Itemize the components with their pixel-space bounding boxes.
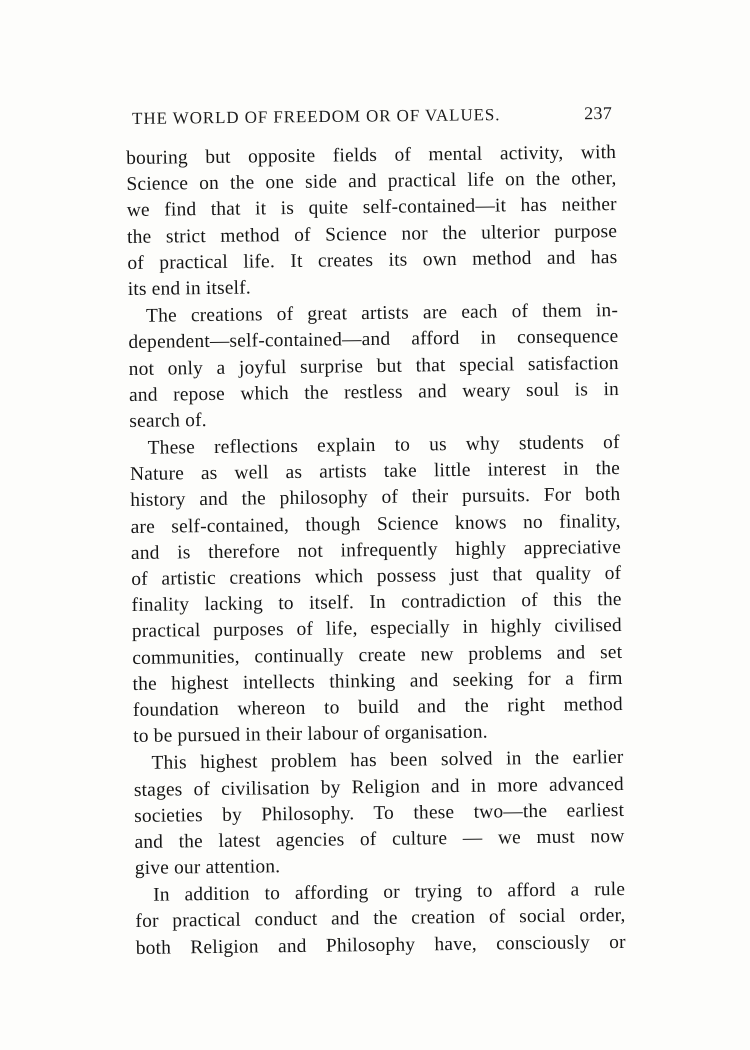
body-text (126, 140, 626, 962)
text-line: This highest problem has been solved in the earlier (151, 747, 624, 775)
text-line: and the latest agencies of culture — we must now (134, 825, 625, 853)
text-line: search of. (129, 409, 207, 432)
text-line: In addition to affording or trying to afford a rule (153, 879, 626, 906)
text-line: of practical life. It creates its own method and has (127, 246, 618, 274)
paragraph (135, 877, 626, 962)
text-line: of artistic creations which possess just that quality of (131, 562, 622, 590)
text-line: foundation whereon to build and the right method (132, 693, 623, 721)
text-line: the strict method of Science nor the ulterior purpose (126, 220, 618, 248)
text-line: communities, continually create new problems and set (132, 641, 623, 669)
text-line: are self-contained, though Science knows no finality, (130, 510, 621, 538)
text-line: bouring but opposite fields of mental activity, with (126, 142, 617, 169)
text-line: to be pursued in their labour of organisation. (133, 721, 488, 748)
paragraph (130, 430, 624, 750)
paragraph (133, 745, 625, 882)
page-number: 237 (584, 102, 613, 124)
text-line: and repose which the restless and weary soul is in (128, 378, 620, 406)
paragraph (126, 140, 618, 303)
text-line: stages of civilisation by Religion and in more advanced (133, 773, 624, 801)
text-line: societies by Philosophy. To these two—the earliest (134, 799, 625, 827)
text-line: Science on the one side and practical life on the other, (126, 168, 617, 196)
paragraph (128, 298, 620, 435)
text-line: practical purposes of life, especially in highly civilised (131, 615, 623, 643)
running-head-title: THE WORLD OF FREEDOM OR OF VALUES. (132, 105, 501, 128)
text-line: These reflections explain to us why students of (147, 432, 620, 459)
text-line: The creations of great artists are each of them in- (145, 300, 619, 327)
text-line: its end in itself. (127, 277, 252, 300)
text-line: give our attention. (134, 856, 281, 880)
text-line: the highest intellects thinking and seeking for a firm (132, 667, 623, 695)
text-line: we find that it is quite self-contained—it has neither (126, 194, 617, 222)
text-line: for practical conduct and the creation of social order, (135, 905, 626, 933)
text-line: not only a joyful surprise but that special satisfaction (128, 352, 619, 380)
text-line: dependent—self-contained—and afford in consequence (128, 326, 619, 354)
text-line: and is therefore not infrequently highly appreciative (130, 536, 622, 564)
text-line: both Religion and Philosophy have, consciously or (135, 931, 626, 959)
text-line: history and the philosophy of their pursuits. For both (130, 484, 621, 512)
running-head (132, 103, 612, 129)
text-line: Nature as well as artists take little interest in the (129, 458, 621, 486)
text-line: finality lacking to itself. In contradiction of this the (131, 589, 622, 617)
